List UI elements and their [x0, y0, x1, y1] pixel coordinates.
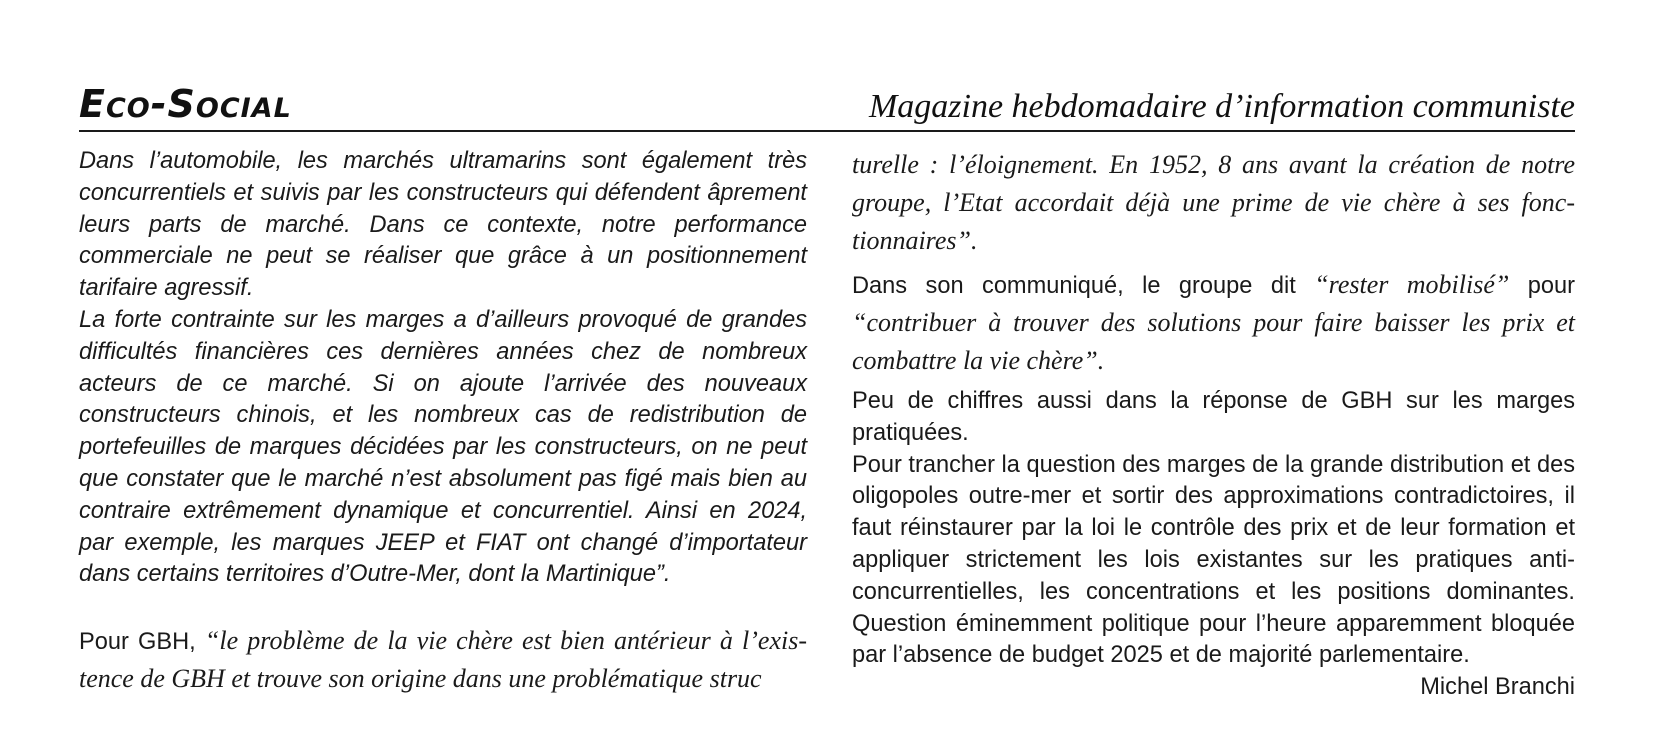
- article-column-right: [852, 146, 1575, 704]
- paragraph-communique: [852, 266, 1575, 380]
- gbh-quote: “le problème de la vie chère est bien antérieur à l’existence de GBH et trouve son origine dans une problématique struc: [79, 626, 807, 694]
- paragraph-conclusion: Pour trancher la question des marges de la grande distribution et des oligopoles outre-mer et sortir des approximations contradictoires, il faut réinstaurer par la loi le contrôle des prix et de leur formation et appliquer strictement les lois existantes sur les pratiques anti-concurrentielles, les concentrations et les positions dominantes. Question éminemment politique pour l’heure apparemment bloquée par l’absence de budget 2025 et de majorité parlementaire.: [852, 451, 1575, 669]
- quote-rester-mobilise: “rester mobilisé”: [1314, 270, 1510, 299]
- communique-lead: Dans son communiqué, le groupe dit: [852, 273, 1315, 299]
- article-column-left: [79, 146, 807, 698]
- paragraph-chiffres: Peu de chiffres aussi dans la réponse de GBH sur les marges pratiquées.: [852, 388, 1575, 446]
- masthead: [79, 68, 1575, 132]
- quote-paragraph-margins: La forte contrainte sur les marges a d’ailleurs provoqué de grandes difficultés financières ces dernières années chez de nombreux acteurs de ce marché. Si on ajoute l’arrivée des nouveaux constructeurs chinois, et les nombreux cas de redistribution de portefeuilles de marques décidées par les constructeurs, on ne peut que constater que le marché n’est absolument pas figé mais bien au contraire extrêmement dynamique et concurrentiel. Ainsi en 2024, par exemple, les marques JEEP et FIAT ont changé d’importateur dans certains territoires d’Outre-Mer, dont la Martinique”.: [79, 306, 807, 588]
- gbh-quote-continued: turelle : l’éloignement. En 1952, 8 ans avant la création de notre groupe, l’Etat accordait déjà une prime de vie chère à ses fonctionnaires”.: [852, 150, 1575, 255]
- author-signature: Michel Branchi: [1420, 674, 1575, 701]
- quote-contribuer: “contribuer à trouver des solutions pour faire baisser les prix et combattre la vie chère”.: [852, 308, 1575, 375]
- magazine-tagline: Magazine hebdomadaire d’information communiste: [868, 88, 1575, 125]
- magazine-name: Eco-Social: [79, 82, 292, 126]
- paragraph-spacer: [79, 591, 807, 622]
- paragraph-gbh-lead: Pour GBH,: [79, 629, 205, 656]
- communique-mid: pour: [1509, 273, 1575, 299]
- quote-paragraph-automobile: Dans l’automobile, les marchés ultramarins sont également très concurrentiels et suivis par les constructeurs qui défendent âprement leurs parts de marché. Dans ce contexte, notre performance commerciale ne peut se réaliser que grâce à un positionnement tarifaire agressif.: [79, 148, 807, 302]
- paragraph-gbh: [79, 622, 807, 698]
